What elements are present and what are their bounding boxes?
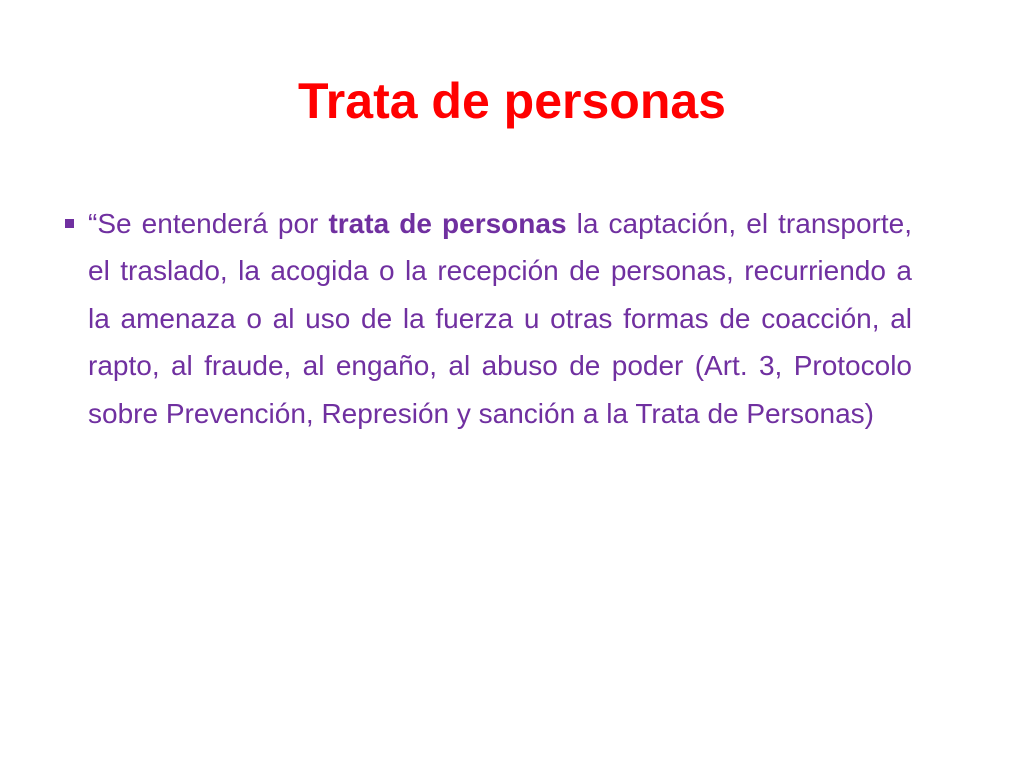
slide-title: Trata de personas xyxy=(298,73,726,129)
bullet-text-before: “Se entenderá por xyxy=(88,208,329,239)
bullet-text-after: la captación, el transporte, el traslado, la acogida o la recepción de personas, recurriendo a la amenaza o al uso de la fuerza u otras formas de coacción, al rapto, al fraude, al engaño, al abuso de poder (Art. 3, Protocolo sobre Prevención, Represión y sanción a la Trata de Personas) xyxy=(88,208,912,429)
square-bullet-icon xyxy=(65,219,74,228)
bullet-text xyxy=(88,200,912,437)
bullet-text-emphasis: trata de personas xyxy=(328,208,567,239)
slide-body xyxy=(60,200,912,437)
bullet-item xyxy=(60,200,912,437)
